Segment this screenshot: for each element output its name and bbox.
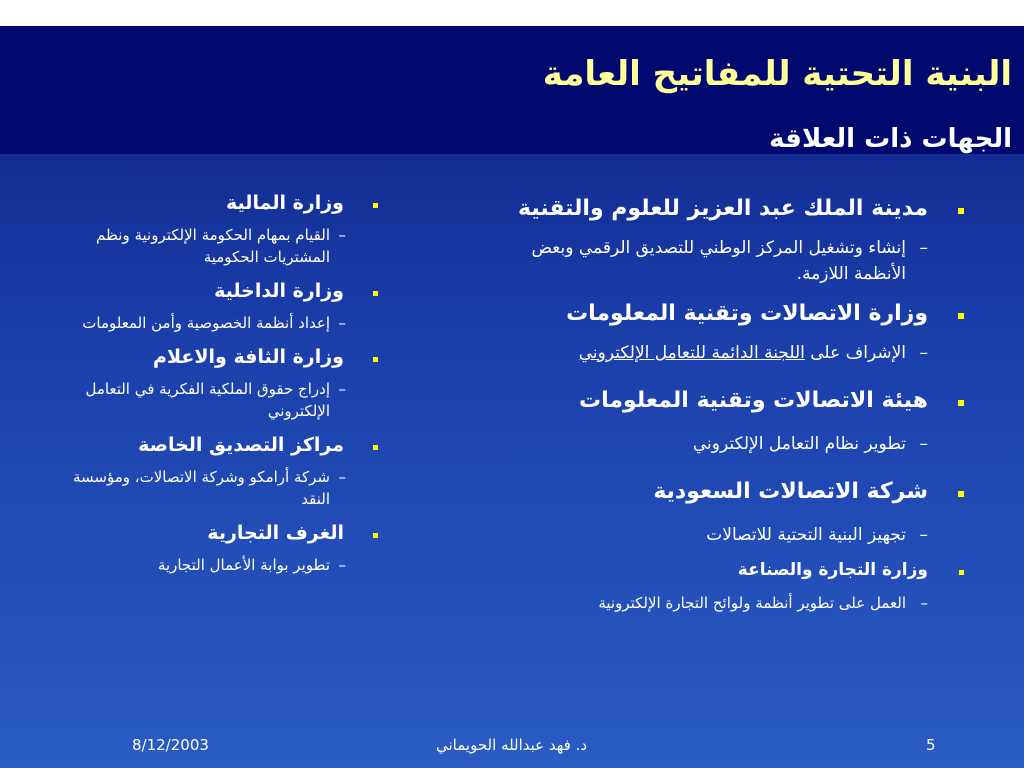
sub-item bbox=[52, 312, 372, 334]
list-item bbox=[52, 522, 372, 544]
sub-item bbox=[52, 554, 372, 576]
item-label: هيئة الاتصالات وتقنية المعلومات bbox=[579, 388, 928, 413]
bullet-icon bbox=[958, 400, 964, 406]
sub-item bbox=[486, 522, 956, 548]
list-item bbox=[52, 280, 372, 302]
dash-icon: – bbox=[338, 556, 346, 574]
committee-link[interactable]: اللجنة الدائمة للتعامل الإلكتروني bbox=[578, 343, 805, 363]
list-item bbox=[486, 479, 956, 504]
item-label: وزارة الاتصالات وتقنية المعلومات bbox=[566, 301, 928, 326]
sub-item bbox=[486, 431, 956, 457]
dash-icon: – bbox=[920, 594, 928, 612]
sub-item-text: القيام بمهام الحكومة الإلكترونية ونظم المشتريات الحكومية bbox=[95, 226, 330, 266]
dash-icon: – bbox=[919, 525, 928, 545]
item-label: وزارة المالية bbox=[226, 192, 344, 214]
slide-subtitle: الجهات ذات العلاقة bbox=[769, 124, 1012, 154]
dash-icon: – bbox=[919, 434, 928, 454]
bullet-icon bbox=[373, 357, 378, 362]
dash-icon: – bbox=[338, 468, 346, 486]
list-item bbox=[486, 301, 956, 326]
sub-item-text: شركة أرامكو وشركة الاتصالات، ومؤسسة النقد bbox=[72, 468, 330, 508]
sub-item bbox=[52, 224, 372, 268]
bullet-icon bbox=[959, 570, 964, 575]
sub-item-text: إدراج حقوق الملكية الفكرية في التعامل الإلكتروني bbox=[85, 380, 330, 420]
footer-author: د. فهد عبدالله الحويماني bbox=[436, 736, 588, 754]
list-item bbox=[52, 434, 372, 456]
item-label: مراكز التصديق الخاصة bbox=[138, 434, 344, 456]
bullet-icon bbox=[958, 208, 964, 214]
list-item bbox=[52, 346, 372, 368]
list-item bbox=[486, 388, 956, 413]
left-column bbox=[52, 192, 372, 576]
footer-page-number: 5 bbox=[926, 736, 936, 754]
bullet-icon bbox=[373, 533, 378, 538]
item-label: الغرف التجارية bbox=[207, 522, 344, 544]
dash-icon: – bbox=[919, 343, 928, 363]
bullet-icon bbox=[958, 313, 964, 319]
list-item bbox=[52, 192, 372, 214]
item-label: وزارة الثافة والاعلام bbox=[153, 346, 344, 368]
item-label: وزارة التجارة والصناعة bbox=[737, 560, 928, 580]
dash-icon: – bbox=[919, 238, 928, 258]
sub-item-text: إنشاء وتشغيل المركز الوطني للتصديق الرقمي وبعض الأنظمة اللازمة. bbox=[531, 238, 906, 284]
slide-header bbox=[0, 26, 1024, 154]
list-item bbox=[486, 196, 956, 221]
sub-item-text: العمل على تطوير أنظمة ولوائح التجارة الإلكترونية bbox=[598, 594, 906, 612]
footer-date: 8/12/2003 bbox=[132, 736, 209, 754]
top-white-strip bbox=[0, 0, 1024, 26]
dash-icon: – bbox=[338, 226, 346, 244]
item-label: مدينة الملك عبد العزيز للعلوم والتقنية bbox=[518, 196, 928, 221]
bullet-icon bbox=[958, 491, 964, 497]
sub-item-text: تجهيز البنية التحتية للاتصالات bbox=[706, 525, 906, 545]
list-item bbox=[486, 560, 956, 580]
item-label: وزارة الداخلية bbox=[214, 280, 344, 302]
sub-item bbox=[52, 466, 372, 510]
item-label: شركة الاتصالات السعودية bbox=[653, 479, 928, 504]
sub-item bbox=[486, 590, 956, 616]
slide-title: البنية التحتية للمفاتيح العامة bbox=[542, 54, 1012, 94]
sub-item-prefix: الإشراف على bbox=[810, 343, 906, 363]
dash-icon: – bbox=[338, 380, 346, 398]
sub-item bbox=[486, 340, 956, 366]
right-column bbox=[486, 196, 956, 616]
sub-item-text: إعداد أنظمة الخصوصية وأمن المعلومات bbox=[82, 314, 330, 332]
sub-item-text: تطوير بوابة الأعمال التجارية bbox=[157, 556, 330, 574]
sub-item-text: تطوير نظام التعامل الإلكتروني bbox=[692, 434, 906, 454]
sub-item bbox=[52, 378, 372, 422]
bullet-icon bbox=[373, 291, 378, 296]
bullet-icon bbox=[373, 445, 378, 450]
bullet-icon bbox=[373, 203, 378, 208]
sub-item bbox=[486, 235, 956, 287]
dash-icon: – bbox=[338, 314, 346, 332]
